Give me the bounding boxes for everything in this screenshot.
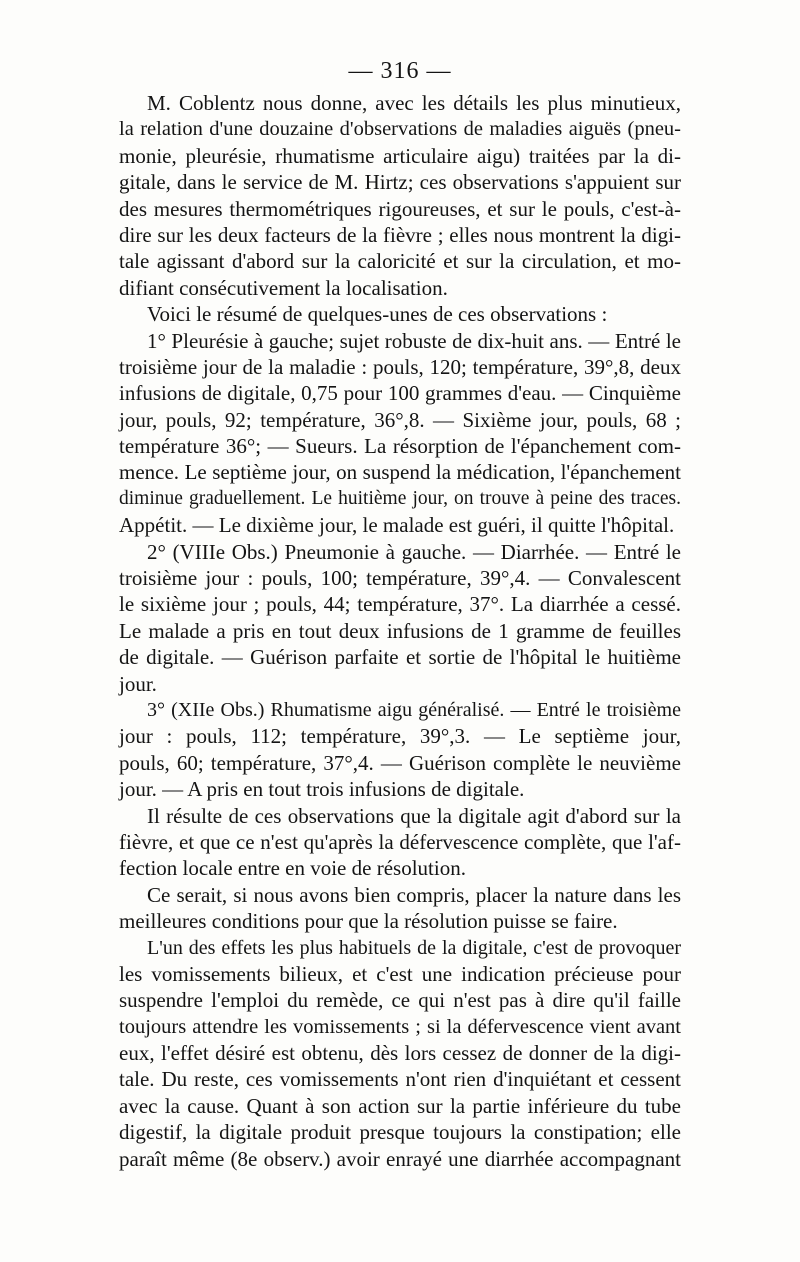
text-line: diminue graduellement. Le huitième jour, on trouve à peine des traces. <box>119 487 681 509</box>
text-line: le sixième jour ; pouls, 44; température, 37°. La diarrhée a cessé. <box>119 592 681 617</box>
text-line: suspendre l'emploi du remède, ce qui n'est pas à dire qu'il faille <box>119 988 681 1013</box>
paragraph <box>119 803 681 882</box>
text-line: mence. Le septième jour, on suspend la médication, l'épanchement <box>119 460 681 485</box>
text-line: tale agissant d'abord sur la caloricité et sur la circulation, et mo- <box>119 249 681 274</box>
text-line: jour : pouls, 112; température, 39°,3. — Le septième jour, <box>119 724 681 749</box>
text-line: Appétit. — Le dixième jour, le malade est guéri, il quitte l'hôpital. <box>119 513 675 538</box>
text-line: gitale, dans le service de M. Hirtz; ces observations s'appuient sur <box>119 170 681 195</box>
text-line: monie, pleurésie, rhumatisme articulaire aigu) traitées par la di- <box>119 143 681 168</box>
text-line: 2° (VIIIe Obs.) Pneumonie à gauche. — Diarrhée. — Entré le <box>147 539 681 564</box>
text-line: température 36°; — Sueurs. La résorption de l'épanchement com- <box>119 434 681 459</box>
text-line: meilleures conditions pour que la résolution puisse se faire. <box>119 909 618 934</box>
text-line: les vomissements bilieux, et c'est une indication précieuse pour <box>119 961 681 986</box>
text-line: troisième jour de la maladie : pouls, 120; température, 39°,8, deux <box>119 354 681 379</box>
text-line: M. Coblentz nous donne, avec les détails les plus minutieux, <box>147 91 681 115</box>
text-line: difiant consécutivement la localisation. <box>119 275 448 300</box>
paragraph <box>119 697 681 803</box>
text-line: avec la cause. Quant à son action sur la partie inférieure du tube <box>119 1093 681 1118</box>
paragraph <box>119 328 681 539</box>
text-line: des mesures thermométriques rigoureuses, et sur le pouls, c'est-à- <box>119 196 681 221</box>
text-line: dire sur les deux facteurs de la fièvre ; elles nous montrent la digi- <box>119 222 681 247</box>
text-line: Il résulte de ces observations que la digitale agit d'abord sur la <box>147 803 681 828</box>
text-line: 3° (XIIe Obs.) Rhumatisme aigu généralisé. — Entré le troisième <box>147 698 681 721</box>
text-line: Ce serait, si nous avons bien compris, placer la nature dans les <box>147 882 681 907</box>
body-text <box>119 90 681 1172</box>
text-line: pouls, 60; température, 37°,4. — Guérison complète le neuvième <box>119 750 681 775</box>
text-line: Le malade a pris en tout deux infusions de 1 gramme de feuilles <box>119 618 681 643</box>
paragraph <box>119 882 681 935</box>
text-line: jour. <box>119 671 157 696</box>
text-line: eux, l'effet désiré est obtenu, dès lors cessez de donner de la digi- <box>119 1041 681 1066</box>
text-line: fièvre, et que ce n'est qu'après la défervescence complète, que l'af- <box>119 829 681 854</box>
paragraph <box>119 539 681 697</box>
page-number: — 316 — <box>348 58 452 84</box>
text-line: la relation d'une douzaine d'observations de maladies aiguës (pneu- <box>119 118 681 141</box>
paragraph <box>119 90 681 301</box>
text-line: digestif, la digitale produit presque toujours la constipation; elle <box>119 1120 681 1145</box>
text-line: L'un des effets les plus habituels de la digitale, c'est de provoquer <box>147 936 681 959</box>
text-line: fection locale entre en voie de résolution. <box>119 856 466 881</box>
text-line: tale. Du reste, ces vomissements n'ont rien d'inquiétant et cessent <box>119 1067 681 1092</box>
paragraph <box>119 301 681 327</box>
paragraph <box>119 935 681 1173</box>
text-line: jour, pouls, 92; température, 36°,8. — Sixième jour, pouls, 68 ; <box>119 407 681 432</box>
text-line: jour. — A pris en tout trois infusions de digitale. <box>119 777 525 802</box>
text-line: infusions de digitale, 0,75 pour 100 grammes d'eau. — Cinquième <box>119 381 681 406</box>
text-line: de digitale. — Guérison parfaite et sortie de l'hôpital le huitième <box>119 645 681 670</box>
text-line: troisième jour : pouls, 100; température, 39°,4. — Convalescent <box>119 566 681 591</box>
text-line: toujours attendre les vomissements ; si la défervescence vient avant <box>119 1015 681 1038</box>
text-line: paraît même (8e observ.) avoir enrayé une diarrhée accompagnant <box>119 1146 681 1171</box>
text-line: Voici le résumé de quelques-unes de ces observations : <box>147 302 608 327</box>
text-line: 1° Pleurésie à gauche; sujet robuste de dix-huit ans. — Entré le <box>147 328 681 353</box>
